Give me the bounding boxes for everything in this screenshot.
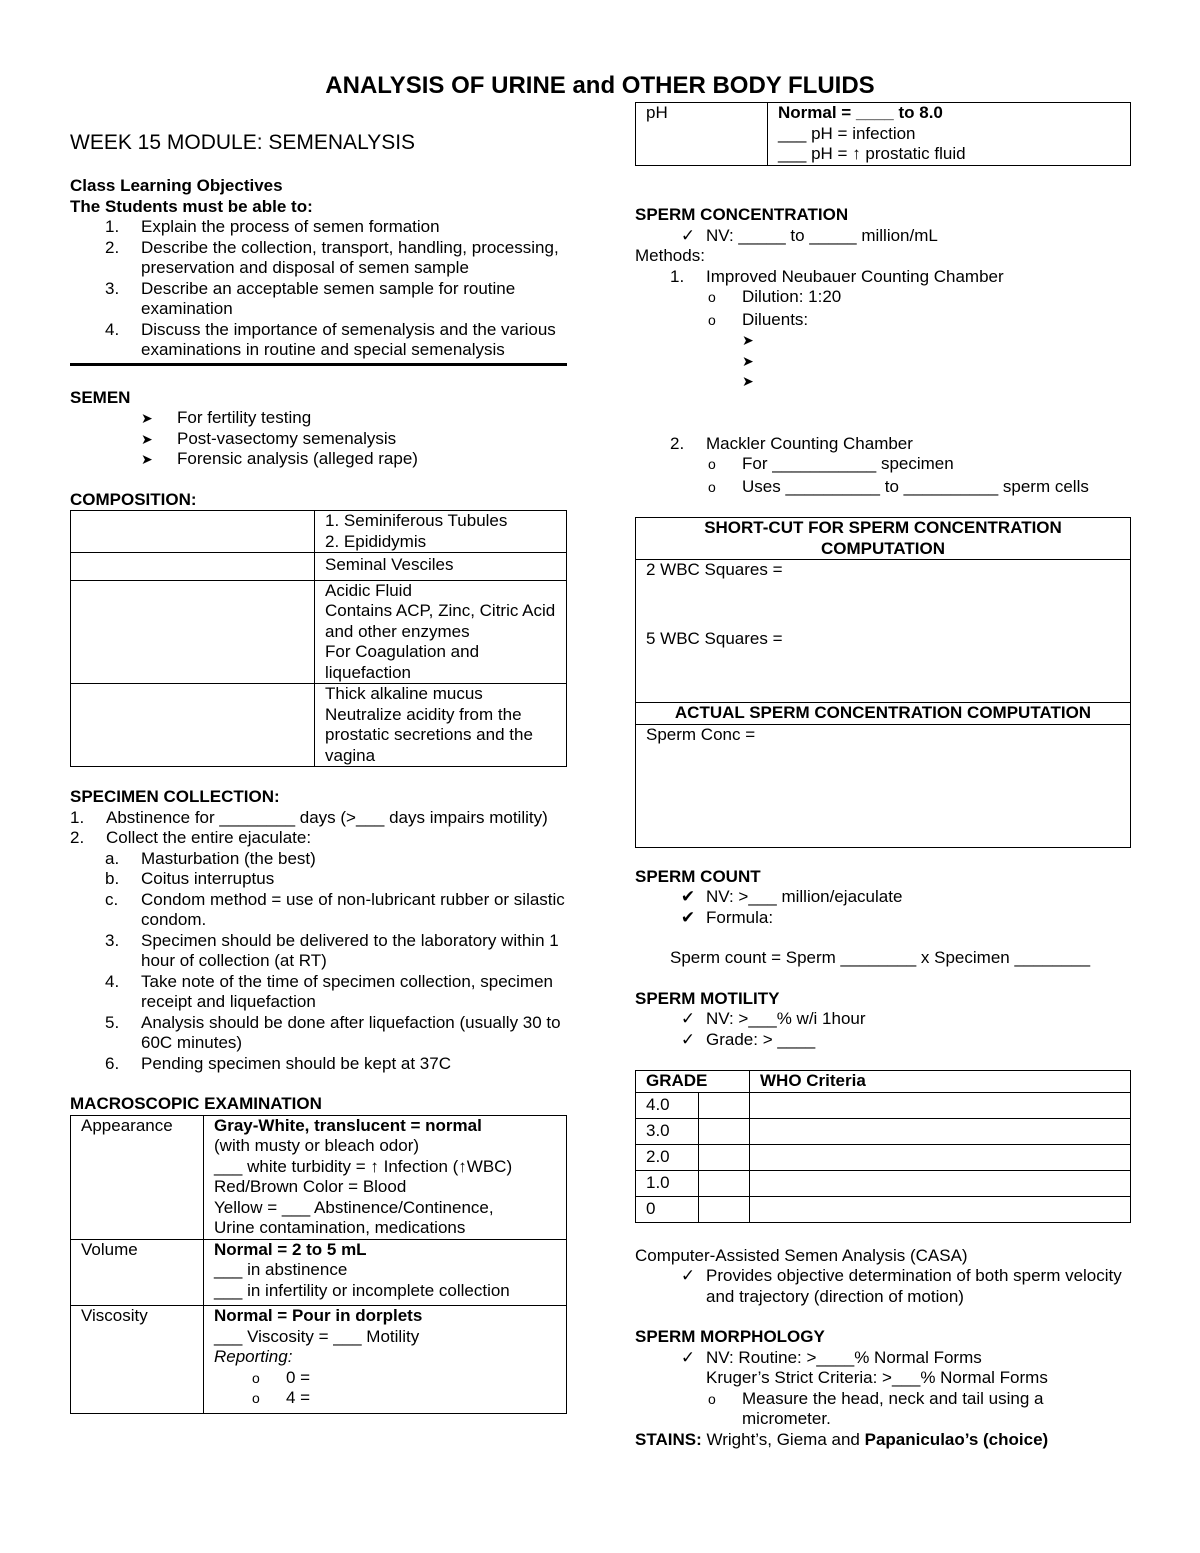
- check-icon: ✓: [680, 1029, 696, 1049]
- list-item: a. Masturbation (the best): [105, 848, 316, 868]
- motility-heading: SPERM MOTILITY: [635, 988, 780, 1008]
- objectives-subheading: The Students must be able to:: [70, 196, 313, 216]
- table-cell: [71, 553, 315, 581]
- list-item: 1. Abstinence for ________ days (>___ days impairs motility): [70, 807, 548, 827]
- list-item: 1. Explain the process of semen formation: [105, 217, 440, 236]
- list-item: ✔ NV: >___ million/ejaculate: [670, 887, 1131, 908]
- list-item: 3. Describe an acceptable semen sample for routine examination: [105, 278, 516, 318]
- table-cell: Normal = ____ to 8.0 ___ pH = infection ___ pH = ↑ prostatic fluid: [768, 103, 1131, 166]
- ph-table: [635, 102, 1131, 166]
- table-row: [71, 511, 567, 553]
- list-item: o Dilution: 1:20: [708, 287, 842, 306]
- grade-table: [635, 1070, 1131, 1223]
- list-item: 1. Improved Neubauer Counting Chamber: [670, 266, 1004, 286]
- table-cell: Normal = 2 to 5 mL ___ in abstinence ___ in infertility or incomplete collection: [204, 1239, 567, 1306]
- arrow-bullet-icon: ➤: [742, 332, 754, 348]
- table-row: 0: [636, 1196, 1131, 1222]
- formula-line: Sperm count = Sperm ________ x Specimen ________: [670, 948, 1091, 967]
- semen-heading: SEMEN: [70, 387, 131, 407]
- arrow-bullet-icon: ➤: [742, 373, 754, 389]
- morphology-heading: SPERM MORPHOLOGY: [635, 1327, 825, 1346]
- objectives-list: [70, 217, 567, 361]
- list-item: c. Condom method = use of non-lubricant rubber or silastic condom.: [105, 889, 565, 929]
- table-row: 3.0: [636, 1118, 1131, 1144]
- list-item: o Diluents:: [708, 309, 809, 329]
- table-row: [71, 1115, 567, 1239]
- macro-table: [70, 1115, 567, 1414]
- list-item: b. Coitus interruptus: [105, 869, 275, 888]
- list-item: o Measure the head, neck and tail using a micrometer.: [708, 1388, 1044, 1428]
- left-column: [70, 130, 567, 1414]
- list-item: ✓ Provides objective determination of both sperm velocity and trajectory (direction of motion): [670, 1266, 1131, 1307]
- check-icon: ✓: [680, 1347, 696, 1367]
- table-cell: 1. Seminiferous Tubules 2. Epididymis: [315, 511, 567, 553]
- list-item: o For ___________ specimen: [708, 454, 954, 473]
- table-row: [636, 103, 1131, 166]
- table-row: [71, 1239, 567, 1306]
- methods-label: Methods:: [635, 246, 705, 265]
- table-row: 1.0: [636, 1170, 1131, 1196]
- document-title: ANALYSIS OF URINE and OTHER BODY FLUIDS: [325, 72, 875, 99]
- table-row: [71, 1306, 567, 1414]
- table-cell: Acidic Fluid Contains ACP, Zinc, Citric Acid and other enzymes For Coagulation and liquefaction: [315, 580, 567, 684]
- list-item: ➤ Forensic analysis (alleged rape): [141, 449, 418, 468]
- table-row: [71, 580, 567, 684]
- list-item: 2. Mackler Counting Chamber: [670, 433, 913, 453]
- circle-bullet-icon: o: [708, 478, 716, 495]
- table-cell: [71, 684, 315, 767]
- circle-bullet-icon: o: [252, 1390, 260, 1406]
- table-cell: Thick alkaline mucus Neutralize acidity from the prostatic secretions and the vagina: [315, 684, 567, 767]
- table-cell: [71, 511, 315, 553]
- up-arrow-icon: ↑: [852, 144, 861, 163]
- circle-bullet-icon: o: [252, 1369, 260, 1386]
- list-item: o Uses __________ to __________ sperm cells: [708, 476, 1089, 496]
- table-row: [71, 684, 567, 767]
- count-heading: SPERM COUNT: [635, 866, 761, 886]
- circle-bullet-icon: o: [708, 311, 716, 328]
- circle-bullet-icon: o: [708, 289, 716, 305]
- table-cell: Normal = Pour in dorplets ___ Viscosity = ___ Motility Reporting: o 0 = o 4 =: [204, 1306, 567, 1414]
- table-cell: Viscosity: [71, 1306, 204, 1414]
- macro-heading: MACROSCOPIC EXAMINATION: [70, 1094, 322, 1113]
- list-item: ✓ NV: Routine: >____% Normal Forms: [670, 1348, 1131, 1369]
- stains-line: STAINS: Wright’s, Giema and Papaniculao’s (choice): [635, 1429, 1049, 1449]
- shortcut-heading: SHORT-CUT FOR SPERM CONCENTRATION COMPUTATION: [636, 518, 1130, 560]
- up-arrow-icon: ↑: [370, 1156, 379, 1176]
- table-row: [71, 553, 567, 581]
- table-cell: Gray-White, translucent = normal (with musty or bleach odor) ___ white turbidity = ↑ Infection (↑WBC) Red/Brown Color = Blood Yellow = ___ Abstinence/Continence, Urine contamination, medications: [204, 1115, 567, 1239]
- arrow-bullet-icon: ➤: [141, 430, 153, 447]
- list-item: 6. Pending specimen should be kept at 37C: [105, 1053, 451, 1073]
- circle-bullet-icon: o: [708, 1390, 716, 1407]
- table-header: WHO Criteria: [750, 1071, 1131, 1093]
- up-arrow-icon: ↑: [458, 1156, 467, 1176]
- arrow-bullet-icon: ➤: [141, 451, 153, 467]
- list-item: ➤ For fertility testing: [141, 408, 312, 427]
- objectives-heading: Class Learning Objectives: [70, 176, 283, 195]
- list-item: ✓ NV: >___% w/i 1hour: [670, 1009, 1131, 1030]
- list-item: 4. Take note of the time of specimen collection, specimen receipt and liquefaction: [105, 971, 553, 1011]
- right-column: pH Normal = ____ to 8.0 ___ pH = infection ___ pH = ↑ prostatic fluid SPERM CONCENTRATION ✓ NV: _____ to _____ million/mL Methods: 1. Improved Neubauer Counting Chamber o Dilution: 1:20 o Diluents: ➤ ➤ ➤ 2. Mackler Counting Chamber o For ___________ specimen o Uses __________ to __________ sperm cells SHORT-CUT FOR SPERM CONCENTRATION COMPUTATION 2 WBC Squares = 5 WBC Squares = ACTUAL SPERM CONCENTRATION COMPUTATION Sperm Conc = SPERM COUNT ✔ NV: >___ million/ejaculate ✔ Formula: Sperm count = Sperm ________ x Specimen ________ SPERM MOTILITY ✓ NV: >___% w/i 1hour ✓ Grade: > ____ GRADE WHO Criteria 4.0 3.0 2.0 1.0 0 Computer-Assisted Semen Analysis (CASA) ✓ Provides objective determination of both sperm velocity and trajectory (direction of motion) SPERM MORPHOLOGY ✓ NV: Routine: >____% Normal Forms Kruger’s Strict Criteria: >___% Normal Forms o Measure the head, neck and tail using a micrometer. STAINS: Wright’s, Giema and Papaniculao’s (choice): [635, 102, 1131, 1450]
- table-row: 2.0: [636, 1144, 1131, 1170]
- list-item: 4. Discuss the importance of semenalysis and the various examinations in routine and special semenalysis: [105, 319, 556, 359]
- circle-bullet-icon: o: [708, 456, 716, 472]
- module-title: WEEK 15 MODULE: SEMENALYSIS: [70, 131, 416, 154]
- list-item: ✔ Formula:: [670, 908, 1131, 929]
- check-icon: ✓: [680, 225, 696, 245]
- table-cell: Seminal Vesciles: [315, 553, 567, 581]
- casa-title: Computer-Assisted Semen Analysis (CASA): [635, 1245, 968, 1265]
- table-cell: pH: [636, 103, 768, 166]
- table-row: [636, 1071, 1131, 1093]
- arrow-bullet-icon: ➤: [141, 410, 153, 426]
- check-icon: ✔: [680, 887, 696, 906]
- list-item: 3. Specimen should be delivered to the laboratory within 1 hour of collection (at RT): [105, 930, 559, 970]
- list-item: 5. Analysis should be done after liquefaction (usually 30 to 60C minutes): [105, 1012, 561, 1052]
- table-header: GRADE: [636, 1071, 750, 1093]
- check-icon: ✓: [680, 1266, 696, 1285]
- shortcut-box: SHORT-CUT FOR SPERM CONCENTRATION COMPUTATION 2 WBC Squares = 5 WBC Squares = ACTUAL SPERM CONCENTRATION COMPUTATION Sperm Conc =: [635, 517, 1131, 848]
- composition-heading: COMPOSITION:: [70, 489, 197, 509]
- table-cell: Appearance: [71, 1115, 204, 1239]
- check-icon: ✓: [680, 1009, 696, 1028]
- list-item: 2. Describe the collection, transport, handling, processing, preservation and disposal of semen sample: [105, 237, 559, 277]
- list-item: ➤ Post-vasectomy semenalysis: [141, 428, 397, 448]
- table-row: 4.0: [636, 1092, 1131, 1118]
- check-icon: ✔: [680, 907, 696, 927]
- conc-heading: SPERM CONCENTRATION: [635, 205, 849, 224]
- actual-computation-heading: ACTUAL SPERM CONCENTRATION COMPUTATION: [636, 702, 1130, 725]
- arrow-bullet-icon: ➤: [742, 352, 754, 369]
- table-cell: [71, 580, 315, 684]
- composition-table: [70, 510, 567, 767]
- list-item: ✓ NV: _____ to _____ million/mL: [670, 226, 1131, 247]
- list-item: 2. Collect the entire ejaculate:: [70, 828, 312, 847]
- specimen-heading: SPECIMEN COLLECTION:: [70, 787, 280, 806]
- table-cell: Volume: [71, 1239, 204, 1306]
- list-item: ✓ Grade: > ____: [670, 1030, 1131, 1051]
